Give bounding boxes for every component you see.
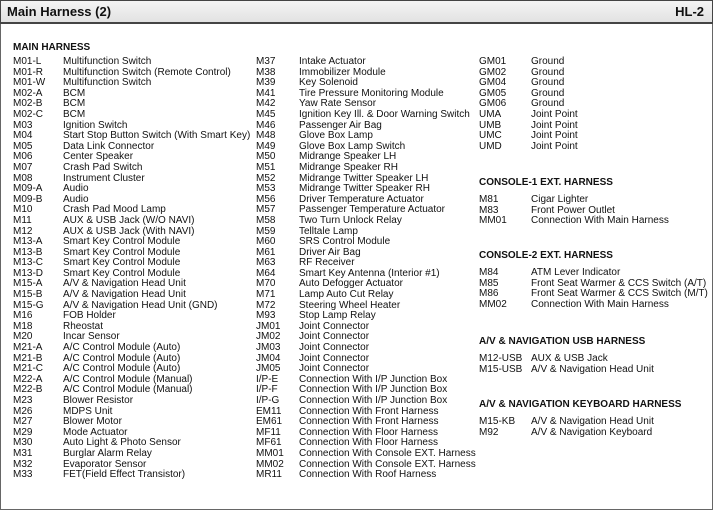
- connector-code: M93: [256, 310, 276, 322]
- connector-code: M10: [13, 204, 33, 216]
- page-code: HL-2: [675, 4, 704, 19]
- connector-code: GM05: [479, 87, 507, 99]
- connector-description: Smart Key Antenna (Interior #1): [299, 267, 440, 279]
- connector-code: M13-D: [13, 267, 44, 279]
- connector-row: [479, 428, 681, 439]
- connector-description: Steering Wheel Heater: [299, 299, 401, 311]
- connector-row: [13, 396, 250, 407]
- connector-description: Passenger Temperature Actuator: [299, 204, 446, 216]
- connector-code: M01-L: [13, 56, 42, 67]
- connector-code: M01-R: [13, 66, 44, 78]
- connector-description: Center Speaker: [63, 151, 134, 163]
- connector-code: EM61: [256, 416, 283, 428]
- connector-description: A/V & Navigation Head Unit: [63, 278, 186, 290]
- connector-description: Ignition Switch: [63, 119, 128, 131]
- connector-description: FOB Holder: [63, 310, 116, 322]
- connector-row: [479, 57, 578, 68]
- connector-code: JM04: [256, 352, 281, 364]
- connector-code: MM01: [256, 447, 284, 459]
- connector-code: JM03: [256, 342, 281, 354]
- connector-row: [13, 99, 250, 110]
- connector-description: AUX & USB Jack (W/O NAVI): [63, 214, 195, 226]
- connector-description: ATM Lever Indicator: [531, 267, 621, 278]
- connector-code: M06: [13, 151, 33, 163]
- connector-code: M39: [256, 77, 276, 89]
- connector-code: M37: [256, 56, 276, 67]
- connector-code: M72: [256, 299, 276, 311]
- connector-row: [256, 57, 476, 68]
- connector-description: A/V & Navigation Head Unit (GND): [63, 299, 218, 311]
- connector-code: M53: [256, 183, 276, 195]
- connector-description: Audio: [63, 193, 89, 205]
- connector-code: M15-A: [13, 278, 43, 290]
- connector-code: JM01: [256, 320, 281, 332]
- connector-code: M57: [256, 204, 276, 216]
- connector-row: [479, 216, 669, 227]
- connector-code: M30: [13, 437, 33, 449]
- connector-description: Start Stop Button Switch (With Smart Key): [63, 130, 251, 142]
- connector-code: M48: [256, 130, 276, 142]
- connector-row: [256, 449, 476, 460]
- section-title-av-keyboard: A/V & NAVIGATION KEYBOARD HARNESS: [479, 399, 682, 410]
- connector-row: [479, 354, 654, 365]
- connector-code: M13-A: [13, 236, 43, 248]
- connector-row: [13, 57, 250, 68]
- connector-code: M22-A: [13, 373, 43, 385]
- connector-description: Front Seat Warmer & CCS Switch (M/T): [531, 288, 708, 300]
- connector-description: Joint Point: [531, 108, 578, 120]
- connector-code: MM01: [479, 215, 507, 227]
- connector-description: Midrange Twitter Speaker RH: [299, 183, 430, 195]
- connector-description: Joint Connector: [299, 342, 370, 354]
- connector-description: Connection With Front Harness: [299, 416, 439, 428]
- connector-description: Midrange Twitter Speaker LH: [299, 172, 429, 184]
- connector-row: [256, 396, 476, 407]
- connector-row: [13, 322, 250, 333]
- connector-description: Multifunction Switch: [63, 56, 152, 67]
- connector-description: Multifunction Switch (Remote Control): [63, 66, 231, 78]
- connector-description: Connection With Front Harness: [299, 405, 439, 417]
- connector-code: M70: [256, 278, 276, 290]
- connector-description: BCM: [63, 108, 86, 120]
- connector-description: Intake Actuator: [299, 56, 366, 67]
- connector-code: M38: [256, 66, 276, 78]
- connector-code: M52: [256, 172, 276, 184]
- connector-description: FET(Field Effect Transistor): [63, 469, 186, 481]
- connector-description: Burglar Alarm Relay: [63, 447, 152, 459]
- connector-description: Stop Lamp Relay: [299, 310, 376, 322]
- connector-code: M59: [256, 225, 276, 237]
- connector-row: [13, 216, 250, 227]
- connector-code: I/P-G: [256, 395, 280, 406]
- connector-description: Mode Actuator: [63, 426, 128, 438]
- connector-description: Smart Key Control Module: [63, 257, 181, 269]
- connector-code: M71: [256, 289, 276, 301]
- connector-code: M58: [256, 214, 276, 226]
- connector-description: Joint Point: [531, 140, 578, 152]
- connector-description: A/V & Navigation Head Unit: [63, 289, 186, 301]
- connector-code: M50: [256, 151, 276, 163]
- connector-code: M04: [13, 130, 33, 142]
- connector-description: Auto Light & Photo Sensor: [63, 437, 181, 449]
- connector-code: GM04: [479, 77, 507, 89]
- connector-code: JM02: [256, 331, 281, 343]
- main-harness-list-2: [256, 57, 476, 481]
- connector-description: Multifunction Switch: [63, 77, 152, 89]
- connector-code: MM02: [479, 298, 507, 310]
- connector-code: M84: [479, 267, 499, 278]
- connector-code: UMD: [479, 140, 502, 152]
- connector-description: Connection With I/P Junction Box: [299, 384, 448, 396]
- connector-description: Connection With Main Harness: [531, 298, 669, 310]
- connector-description: MDPS Unit: [63, 405, 113, 417]
- connector-code: GM02: [479, 66, 507, 78]
- connector-description: Connection With Floor Harness: [299, 437, 438, 449]
- connector-description: Cigar Lighter: [531, 194, 589, 205]
- connector-code: M15-USB: [479, 363, 523, 375]
- connector-description: Connection With Console EXT. Harness: [299, 447, 476, 459]
- connector-description: A/C Control Module (Manual): [63, 384, 193, 396]
- connector-description: Incar Sensor: [63, 331, 120, 343]
- connector-description: Joint Point: [531, 119, 578, 131]
- section-title-av-usb: A/V & NAVIGATION USB HARNESS: [479, 336, 646, 347]
- connector-code: M61: [256, 246, 276, 258]
- connector-description: Ignition Key Ill. & Door Warning Switch: [299, 108, 470, 120]
- connector-row: [13, 301, 250, 312]
- connector-code: M46: [256, 119, 276, 131]
- connector-row: [479, 110, 578, 121]
- connector-row: [256, 470, 476, 481]
- page-title: Main Harness (2): [7, 4, 112, 19]
- connector-code: M56: [256, 193, 276, 205]
- connector-code: M33: [13, 469, 33, 481]
- connector-description: Immobilizer Module: [299, 66, 386, 78]
- connector-description: Connection With I/P Junction Box: [299, 373, 448, 385]
- connector-description: Midrange Speaker LH: [299, 151, 397, 163]
- connector-code: M15-B: [13, 289, 43, 301]
- main-harness-column-2: [256, 57, 476, 481]
- main-harness-column-3: [479, 56, 708, 438]
- av-usb-list: [479, 354, 654, 375]
- connector-description: Blower Resistor: [63, 395, 134, 406]
- connector-code: M29: [13, 426, 33, 438]
- connector-description: Joint Point: [531, 130, 578, 142]
- connector-description: SRS Control Module: [299, 236, 391, 248]
- av-keyboard-list: [479, 417, 681, 438]
- connector-description: Glove Box Lamp Switch: [299, 140, 406, 152]
- connector-description: Crash Pad Mood Lamp: [63, 204, 166, 216]
- connector-row: [256, 237, 476, 248]
- connector-description: BCM: [63, 87, 86, 99]
- connector-description: Smart Key Control Module: [63, 267, 181, 279]
- main-harness-list-1: [13, 57, 250, 481]
- connector-code: M09-B: [13, 193, 43, 205]
- connector-description: Ground: [531, 66, 565, 78]
- connector-code: UMB: [479, 119, 502, 131]
- connector-row: [256, 68, 476, 79]
- connector-code: M41: [256, 87, 276, 99]
- connector-code: M08: [13, 172, 33, 184]
- connector-description: A/V & Navigation Head Unit: [531, 363, 654, 375]
- connector-row: [13, 78, 250, 89]
- connector-row: [479, 142, 578, 153]
- ground-joint-list: [479, 57, 578, 152]
- connector-description: Connection With Main Harness: [531, 215, 669, 227]
- connector-code: M09-A: [13, 183, 43, 195]
- connector-code: MF11: [256, 426, 281, 438]
- connector-row: [479, 300, 708, 311]
- connector-description: AUX & USB Jack (With NAVI): [63, 225, 195, 237]
- connector-code: M12-USB: [479, 353, 523, 364]
- connector-code: M31: [13, 447, 33, 459]
- connector-description: Auto Defogger Actuator: [299, 278, 403, 290]
- connector-code: I/P-E: [256, 373, 279, 385]
- connector-row: [479, 268, 708, 279]
- section-title-main-harness: MAIN HARNESS: [13, 42, 91, 53]
- connector-code: UMA: [479, 108, 502, 120]
- connector-row: [13, 174, 250, 185]
- section-title-console-1: CONSOLE-1 EXT. HARNESS: [479, 177, 613, 188]
- connector-code: M60: [256, 236, 276, 248]
- connector-code: M81: [479, 194, 499, 205]
- connector-row: [13, 163, 250, 174]
- connector-code: M16: [13, 310, 33, 322]
- connector-row: [13, 417, 250, 428]
- connector-row: [13, 449, 250, 460]
- connector-row: [13, 184, 250, 195]
- connector-code: UMC: [479, 130, 502, 142]
- connector-code: GM01: [479, 56, 507, 67]
- console-1-list: [479, 195, 669, 227]
- connector-row: [479, 195, 669, 206]
- console-2-list: [479, 268, 708, 310]
- connector-row: [13, 110, 250, 121]
- connector-code: EM11: [256, 405, 282, 417]
- connector-code: M21-A: [13, 342, 43, 354]
- connector-code: M83: [479, 204, 499, 216]
- connector-description: Ground: [531, 77, 565, 89]
- connector-description: A/V & Navigation Keyboard: [531, 426, 653, 438]
- connector-code: M03: [13, 119, 33, 131]
- connector-code: M01-W: [13, 77, 46, 89]
- connector-code: M20: [13, 331, 33, 343]
- connector-row: [256, 248, 476, 259]
- section-title-console-2: CONSOLE-2 EXT. HARNESS: [479, 250, 613, 261]
- connector-description: Connection With I/P Junction Box: [299, 395, 448, 406]
- connector-code: I/P-F: [256, 384, 278, 396]
- connector-code: MM02: [256, 458, 284, 470]
- connector-description: Key Solenoid: [299, 77, 358, 89]
- connector-code: M42: [256, 98, 276, 110]
- connector-row: [479, 417, 681, 428]
- connector-description: Lamp Auto Cut Relay: [299, 289, 394, 301]
- connector-description: A/C Control Module (Auto): [63, 352, 181, 364]
- connector-description: Blower Motor: [63, 416, 122, 428]
- connector-description: Driver Air Bag: [299, 246, 361, 258]
- connector-row: [479, 365, 654, 376]
- connector-description: Data Link Connector: [63, 140, 155, 152]
- connector-code: JM05: [256, 363, 281, 375]
- connector-description: Crash Pad Switch: [63, 161, 143, 173]
- connector-description: Telltale Lamp: [299, 225, 358, 237]
- connector-row: [13, 89, 250, 100]
- connector-description: Joint Connector: [299, 363, 370, 375]
- connector-description: Connection With Roof Harness: [299, 469, 437, 481]
- connector-code: M21-B: [13, 352, 43, 364]
- connector-description: Connection With Console EXT. Harness: [299, 458, 476, 470]
- connector-description: AUX & USB Jack: [531, 353, 608, 364]
- connector-code: M02-B: [13, 98, 43, 110]
- connector-description: Joint Connector: [299, 320, 370, 332]
- connector-code: M02-C: [13, 108, 44, 120]
- connector-description: Audio: [63, 183, 89, 195]
- connector-description: Instrument Cluster: [63, 172, 145, 184]
- connector-code: M13-C: [13, 257, 44, 269]
- connector-description: Tire Pressure Monitoring Module: [299, 87, 444, 99]
- connector-description: Passenger Air Bag: [299, 119, 382, 131]
- connector-code: GM06: [479, 98, 507, 110]
- connector-description: A/V & Navigation Head Unit: [531, 416, 654, 427]
- connector-description: Ground: [531, 98, 565, 110]
- connector-description: Smart Key Control Module: [63, 246, 181, 258]
- connector-code: M18: [13, 320, 33, 332]
- connector-row: [13, 311, 250, 322]
- connector-description: RF Receiver: [299, 257, 355, 269]
- connector-row: [256, 163, 476, 174]
- connector-description: Evaporator Sensor: [63, 458, 147, 470]
- connector-code: M45: [256, 108, 276, 120]
- connector-description: Smart Key Control Module: [63, 236, 181, 248]
- connector-code: M63: [256, 257, 276, 269]
- connector-description: Midrange Speaker RH: [299, 161, 398, 173]
- connector-description: Ground: [531, 87, 565, 99]
- connector-code: M13-B: [13, 246, 43, 258]
- connector-description: Front Power Outlet: [531, 204, 615, 216]
- connector-code: MR11: [256, 469, 282, 481]
- connector-description: A/C Control Module (Auto): [63, 363, 181, 375]
- connector-code: M64: [256, 267, 276, 279]
- connector-description: Yaw Rate Sensor: [299, 98, 377, 110]
- connector-code: M26: [13, 405, 33, 417]
- connector-code: M05: [13, 140, 33, 152]
- connector-description: Driver Temperature Actuator: [299, 193, 424, 205]
- connector-row: [256, 110, 476, 121]
- connector-code: M12: [13, 225, 33, 237]
- connector-code: M49: [256, 140, 276, 152]
- connector-code: M15-G: [13, 299, 44, 311]
- connector-description: Two Turn Unlock Relay: [299, 214, 402, 226]
- connector-code: M86: [479, 288, 499, 300]
- page-header: [0, 0, 713, 24]
- connector-description: Glove Box Lamp: [299, 130, 373, 142]
- connector-description: Joint Connector: [299, 331, 370, 343]
- connector-code: M15-KB: [479, 416, 516, 427]
- connector-code: MF61: [256, 437, 282, 449]
- connector-code: M85: [479, 277, 499, 289]
- connector-row: [13, 407, 250, 418]
- connector-description: Connection With Floor Harness: [299, 426, 438, 438]
- connector-description: Ground: [531, 56, 565, 67]
- connector-code: M32: [13, 458, 33, 470]
- connector-code: M23: [13, 395, 33, 406]
- connector-code: M11: [13, 214, 32, 226]
- connector-code: M51: [256, 161, 276, 173]
- connector-code: M22-B: [13, 384, 43, 396]
- connector-description: Rheostat: [63, 320, 104, 332]
- main-harness-column-1: [13, 41, 250, 481]
- connector-row: [13, 470, 250, 481]
- connector-description: BCM: [63, 98, 86, 110]
- connector-code: M21-C: [13, 363, 44, 375]
- connector-description: A/C Control Module (Auto): [63, 342, 181, 354]
- connector-description: Joint Connector: [299, 352, 370, 364]
- connector-description: A/C Control Module (Manual): [63, 373, 193, 385]
- connector-row: [256, 216, 476, 227]
- connector-code: M02-A: [13, 87, 43, 99]
- connector-code: M07: [13, 161, 33, 173]
- connector-code: M92: [479, 426, 499, 438]
- connector-description: Front Seat Warmer & CCS Switch (A/T): [531, 277, 707, 289]
- connector-code: M27: [13, 416, 33, 428]
